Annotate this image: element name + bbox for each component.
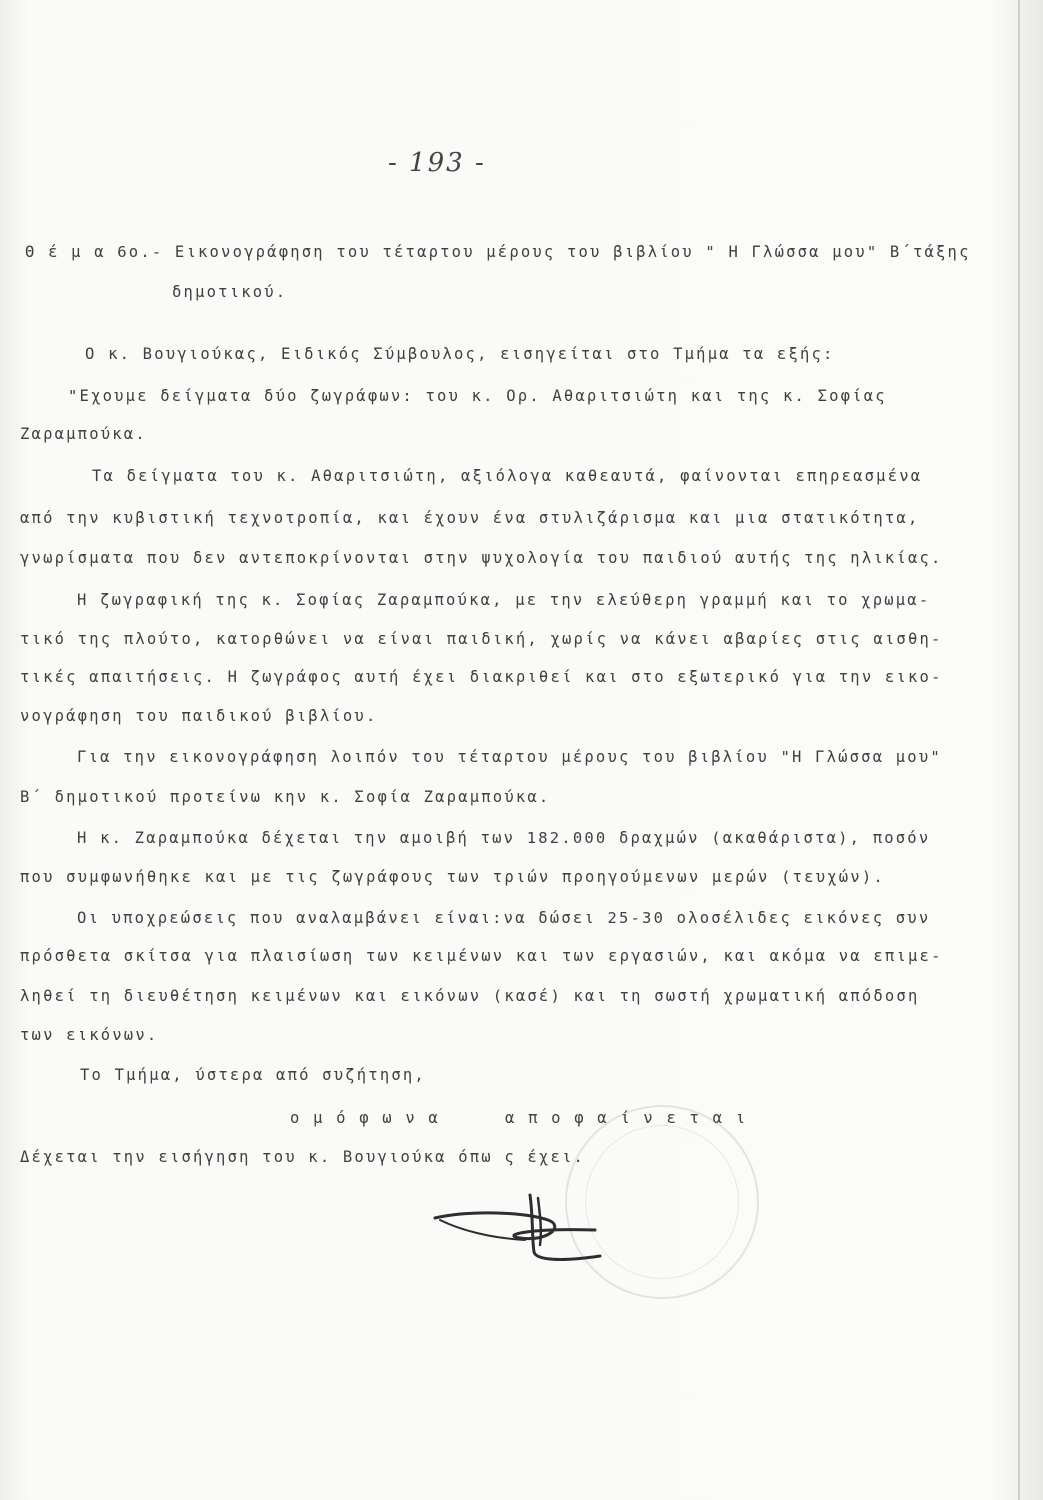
body-line: Τα δείγματα του κ. Αθαριτσιώτη, αξιόλογα καθεαυτά, φαίνονται επηρεασμένα: [92, 467, 923, 485]
body-line: νογράφηση του παιδικού βιβλίου.: [20, 707, 378, 725]
decision-unanimous: ο μ ό φ ω ν α: [290, 1109, 440, 1127]
body-line: που συμφωνήθηκε και με τις ζωγράφους των τριών προηγούμενων μερών (τευχών).: [20, 868, 885, 886]
body-line: "Εχουμε δείγματα δύο ζωγράφων: του κ. Ορ. Αθαριτσιώτη και της κ. Σοφίας: [68, 387, 887, 405]
decision-decides: α π ο φ α ί ν ε τ α ι: [505, 1109, 748, 1127]
decision-text: Δέχεται την εισήγηση του κ. Βουγιούκα όπω ς έχει.: [20, 1148, 586, 1166]
body-line: από την κυβιστική τεχνοτροπία, και έχουν ένα στυλιζάρισμα και μια στατικότητα,: [20, 509, 920, 527]
body-line: Η κ. Ζαραμπούκα δέχεται την αμοιβή των 182.000 δραχμών (ακαθάριστα), ποσόν: [77, 829, 931, 847]
body-line: των εικόνων.: [20, 1026, 159, 1044]
body-line: Για την εικονογράφηση λοιπόν του τέταρτου μέρους του βιβλίου "Η Γλώσσα μου": [77, 748, 942, 766]
body-line: Η ζωγραφική της κ. Σοφίας Ζαραμπούκα, με την ελεύθερη γραμμή και το χρωμα-: [77, 591, 931, 609]
subject-line-2: δημοτικού.: [172, 283, 288, 301]
subject-line-1: Θ έ μ α 6ο.- Εικονογράφηση του τέταρτου μέρους του βιβλίου " Η Γλώσσα μου" Β΄τάξης: [25, 243, 971, 261]
page-edge: [1018, 0, 1020, 1500]
body-line: πρόσθετα σκίτσα για πλαισίωση των κειμένων και των εργασιών, και ακόμα να επιμε-: [20, 947, 943, 965]
body-line: Ο κ. Βουγιούκας, Ειδικός Σύμβουλος, εισηγείται στο Τμήμα τα εξής:: [85, 345, 835, 363]
body-line: Ζαραμπούκα.: [20, 425, 147, 443]
body-line: τικές απαιτήσεις. Η ζωγράφος αυτή έχει διακριθεί και στο εξωτερικό για την εικο-: [20, 668, 943, 686]
body-line: τικό της πλούτο, κατορθώνει να είναι παιδική, χωρίς να κάνει αβαρίες στις αισθη-: [20, 630, 943, 648]
body-line: Οι υποχρεώσεις που αναλαμβάνει είναι:να δώσει 25-30 ολοσέλιδες εικόνες συν: [77, 909, 931, 927]
body-line: ληθεί τη διευθέτηση κειμένων και εικόνων (κασέ) και τη σωστή χρωματική απόδοση: [20, 987, 920, 1005]
body-line: Το Τμήμα, ύστερα από συζήτηση,: [80, 1066, 426, 1084]
body-line: Β΄ δημοτικού προτείνω κην κ. Σοφία Ζαραμπούκα.: [20, 788, 551, 806]
page-number: - 193 -: [388, 148, 486, 178]
body-line: γνωρίσματα που δεν αντεποκρίνονται στην ψυχολογία του παιδιού αυτής της ηλικίας.: [20, 549, 943, 567]
handwritten-signature: [430, 1190, 620, 1280]
